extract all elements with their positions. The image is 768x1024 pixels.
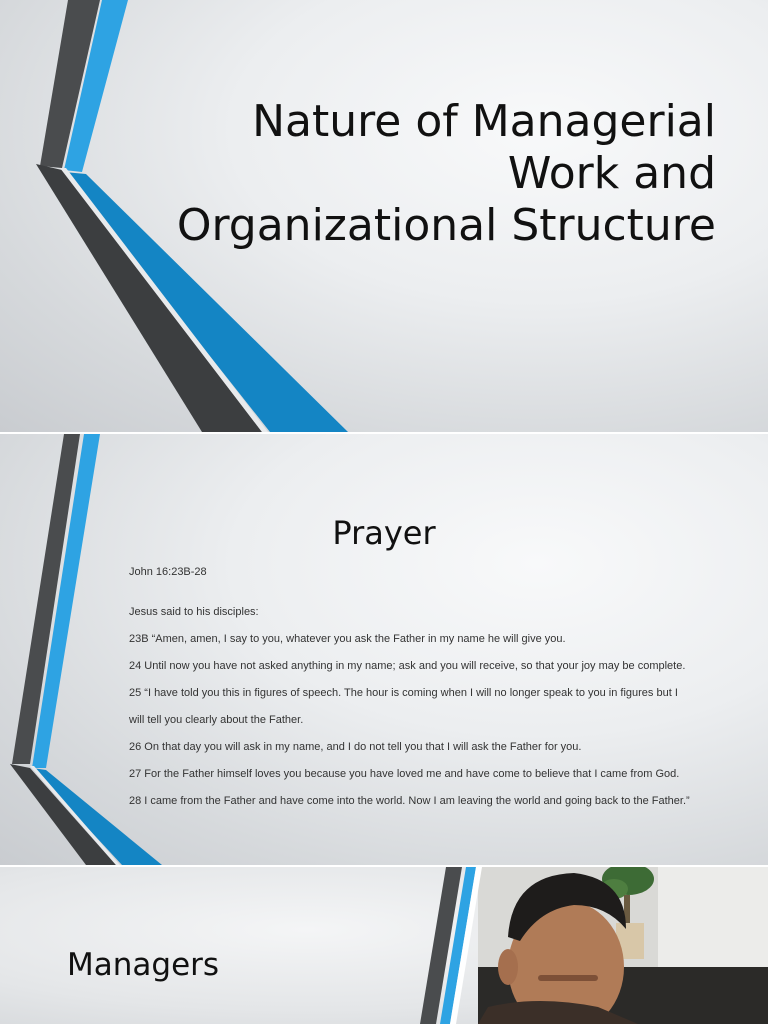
prayer-slide (0, 434, 768, 865)
scripture-intro: Jesus said to his disciples: (129, 606, 259, 618)
slide-title: Nature of Managerial Work and Organizational Structure (176, 96, 716, 251)
slide-decoration (0, 867, 768, 1024)
verse-line: will tell you clearly about the Father. (129, 714, 304, 726)
title-slide (0, 0, 768, 432)
verse-line: 23B “Amen, amen, I say to you, whatever you ask the Father in my name he will give you. (129, 633, 566, 645)
verse-line: 26 On that day you will ask in my name, and I do not tell you that I will ask the Father for you. (129, 741, 582, 753)
verse-line: 25 “I have told you this in figures of speech. The hour is coming when I will no longer speak to you in figures but I (129, 687, 678, 699)
managers-slide (0, 867, 768, 1024)
slide-title: Prayer (332, 514, 436, 552)
verse-line: 27 For the Father himself loves you because you have loved me and have come to believe that I came from God. (129, 768, 680, 780)
verse-line: 24 Until now you have not asked anything in my name; ask and you will receive, so that your joy may be complete. (129, 660, 686, 672)
verse-line: 28 I came from the Father and have come into the world. Now I am leaving the world and going back to the Father.” (129, 795, 690, 807)
prayer-text (129, 566, 729, 815)
scripture-reference: John 16:23B-28 (129, 566, 207, 578)
slide-title: Managers (67, 947, 220, 983)
